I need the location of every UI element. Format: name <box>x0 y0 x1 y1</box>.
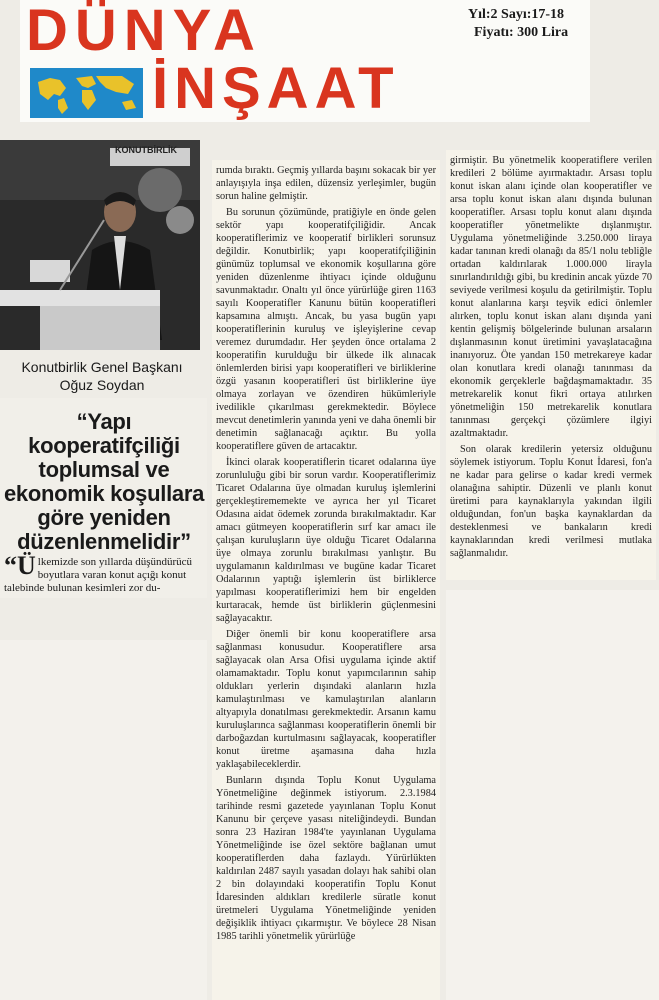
article-headline: “Yapı kooperatifçiliği toplumsal ve ekonomik koşullara göre yeniden düzenlenmelidir” <box>4 409 205 554</box>
issue-price: Fiyatı: 300 Lira <box>474 25 569 40</box>
brand-title-line2: İNŞAAT <box>152 56 400 121</box>
article-column-1 <box>212 160 440 1000</box>
paragraph: rumda bıraktı. Geçmiş yıllarda başını sokacak bir yer anlayışıyla inşa edilen, düzensiz yerleşimler, bugün sorun haline gelmiştir. <box>216 165 436 202</box>
issue-number: Yıl:2 Sayı:17-18 <box>468 7 565 22</box>
lede-text: lkemizde son yıllarda düşündürücü boyutlara varan konut açığı konut talebinde bulunan kesimleri zor du- <box>4 556 193 594</box>
paragraph: Son olarak kredilerin yetersiz olduğunu söylemek istiyorum. Toplu Konut İdaresi, fon'a ne kadar para gelirse o kadar kredi vermek olanağına sahiptir. Düzenli ve planlı konut üretimi para kaynaklarıyla yakından ilgili olduğundan, fon'un başka kaynaklardan da desteklenmesi ve bankaların kredi kaynaklarından kredi verilmesi mutlaka sağlanmalıdır. <box>450 444 652 559</box>
article-lede <box>4 551 202 595</box>
empty-clipping-area <box>446 590 659 1000</box>
globe-logo-icon <box>30 68 143 118</box>
paragraph: Bu sorunun çözümünde, pratiğiyle en önde gelen sektör yapı kooperatifçiliğidir. Ancak kooperatiflerimiz ve kooperatif birlikleri sorunsuz değildir. Konutbirlik; yapı kooperatifçiliğinin günümüz toplumsal ve ekonomik koşullarına göre yeniden düzenlenme ihtiyacı içinde olduğunu savunmaktadır. Onaltı yıl önce yürürlüğe giren 1163 sayılı Kooperatifler Kanunu bütün kooperatifleri kapsamına almıştı. Ancak, bu yasa bugün yapı kooperatiflerinin kuruluş ve işleyişlerine cevap veremez durumdadır. Her şeyden önce ortalama 2 kooperatifin kurulduğu bir ülkede ilk alınacak önlemlerden birisi yapı kooperatifleri ve birliklerine özgü yasanın kooperatifleri üst birliklerine üye olmaya zorlayan ve özendiren hükümleriyle ivedilikle çıkarılması gerekmektedir. Böylece mevcut denetimlerin yanında yeni ve daha önemli bir denetimin sağlanacağı açıktır. Bu yolla kooperatiflere güven de artacaktır. <box>216 207 436 452</box>
photo-caption: Konutbirlik Genel Başkanı Oğuz Soydan <box>21 359 183 393</box>
speaker-photo <box>0 140 200 350</box>
photo-banner-text: KONUTBİRLİK <box>115 145 177 155</box>
article-column-2 <box>446 150 656 580</box>
paragraph: Bunların dışında Toplu Konut Uygulama Yönetmeliğine değinmek istiyorum. 2.3.1984 tarihinde resmi gazetede yayınlanan Toplu Konut Kanunu bir çerçeve yasası niteliğindeydi. Bundan sonra 23 Haziran 1984'te yayınlanan Uygulama Yönetmeliğinde ise özel sektöre bağlanan umut kooperatiflerden daha fazlaydı. Yürürlükten kaldırılan 2487 sayılı yasadan dolayı hak sahibi olan 2 bin dolayındaki kooperatifin Toplu Konut İdaresinden aldıkları kredilerle süratle konut üretmeleri Uygulama Yönetmeliğinde yeniden değişiklik ihtiyacı çıkarmıştır. Ve böylece 28 Nisan 1985 tarihli yönetmelik yürürlüğe <box>216 775 436 942</box>
empty-clipping-area <box>0 640 207 1000</box>
paragraph: girmiştir. Bu yönetmelik kooperatiflere verilen kredileri 2 bölüme ayırmaktadır. Arsası toplu konut iskan alanı içinde olan kooperatifler ve arsa toplu konut iskan alanı dışında bulunan kooperatifler. Arsası toplu konut alanı dışında kooperatifler yönetmelikte dışlanmıştır. Uygulama yönetmeliğinde 3.250.000 liraya kadar tanınan kredi olanağı da 85/1 nolu tebliğle ortadan kaldırılarak 1.000.000 lirayla sınırlandırıldığı gibi, bu kredinin ancak yüzde 70 seviyede verilmesi koşulu da getirilmiştir. Toplu konut alanlarına karşı teşvik edici önlemler alırken, toplu konut iskan alanı dışında yani kentin gelişmiş bölgelerinde bulunan arsaların dışlanmasının konut üretimini yavaşlatacağına inanıyoruz. Öte yandan 150 metrekareye kadar olan konutlara kredi olanağı tanınması da ekonomik gerçeklerle bağdaşmamaktadır. 35 metrekarelik konut fikri ortaya atılırken yönetmeliğin 150 metrekarelik konutlara tanınması gerçekçi çözümlere ilgiyi azaltmaktadır. <box>450 155 652 439</box>
drop-cap: “Ü <box>4 551 36 580</box>
paragraph: İkinci olarak kooperatiflerin ticaret odalarına üye zorunluluğu gibi bir sorun vardır. Kooperatiflerimiz Ticaret Odalarına üye olmadan kuruluş işlemlerini gerçekleştirememekte ve ayrıca her yıl Ticaret Odasına aidat ödemek zorunda bırakılmaktadır. Kar amacı gütmeyen kooperatiflerin sırf kar amacı ile çalışan kuruluşların üye olduğu Ticaret Odalarına üye olmaya zorunlu bırakılması yanlıştır. Bu uygulamanın kaldırılması ve bugüne kadar Ticaret Odalarının yaptığı işlemlerin üst birliklerce yapılması kooperatiflerimizi hem bir engelden kurtaracak, hemde üst birliklerin güçlenmesini sağlayacaktır. <box>216 457 436 624</box>
paragraph: Diğer önemli bir konu kooperatiflere arsa sağlanması konusudur. Kooperatiflere arsa sağlayacak olan Arsa Ofisi uygulama içinde aktif olamamaktadır. Toplu konut yapımcılarının sahip oldukları yerlerin dışındaki alanların hızla kamulaştırılması ve kamulaştırılan alanların altyapıyla donatılması gerekmektedir. Arsanın kamu kuruluşlarınca sağlanması kooperatiflerin önemli bir darboğazdan kurtulmasını sağlayacak, kooperatifler konut üretme aşamasına daha hızla yaklaşabileceklerdir. <box>216 629 436 770</box>
brand-title-line1: DÜNYA <box>26 0 262 63</box>
